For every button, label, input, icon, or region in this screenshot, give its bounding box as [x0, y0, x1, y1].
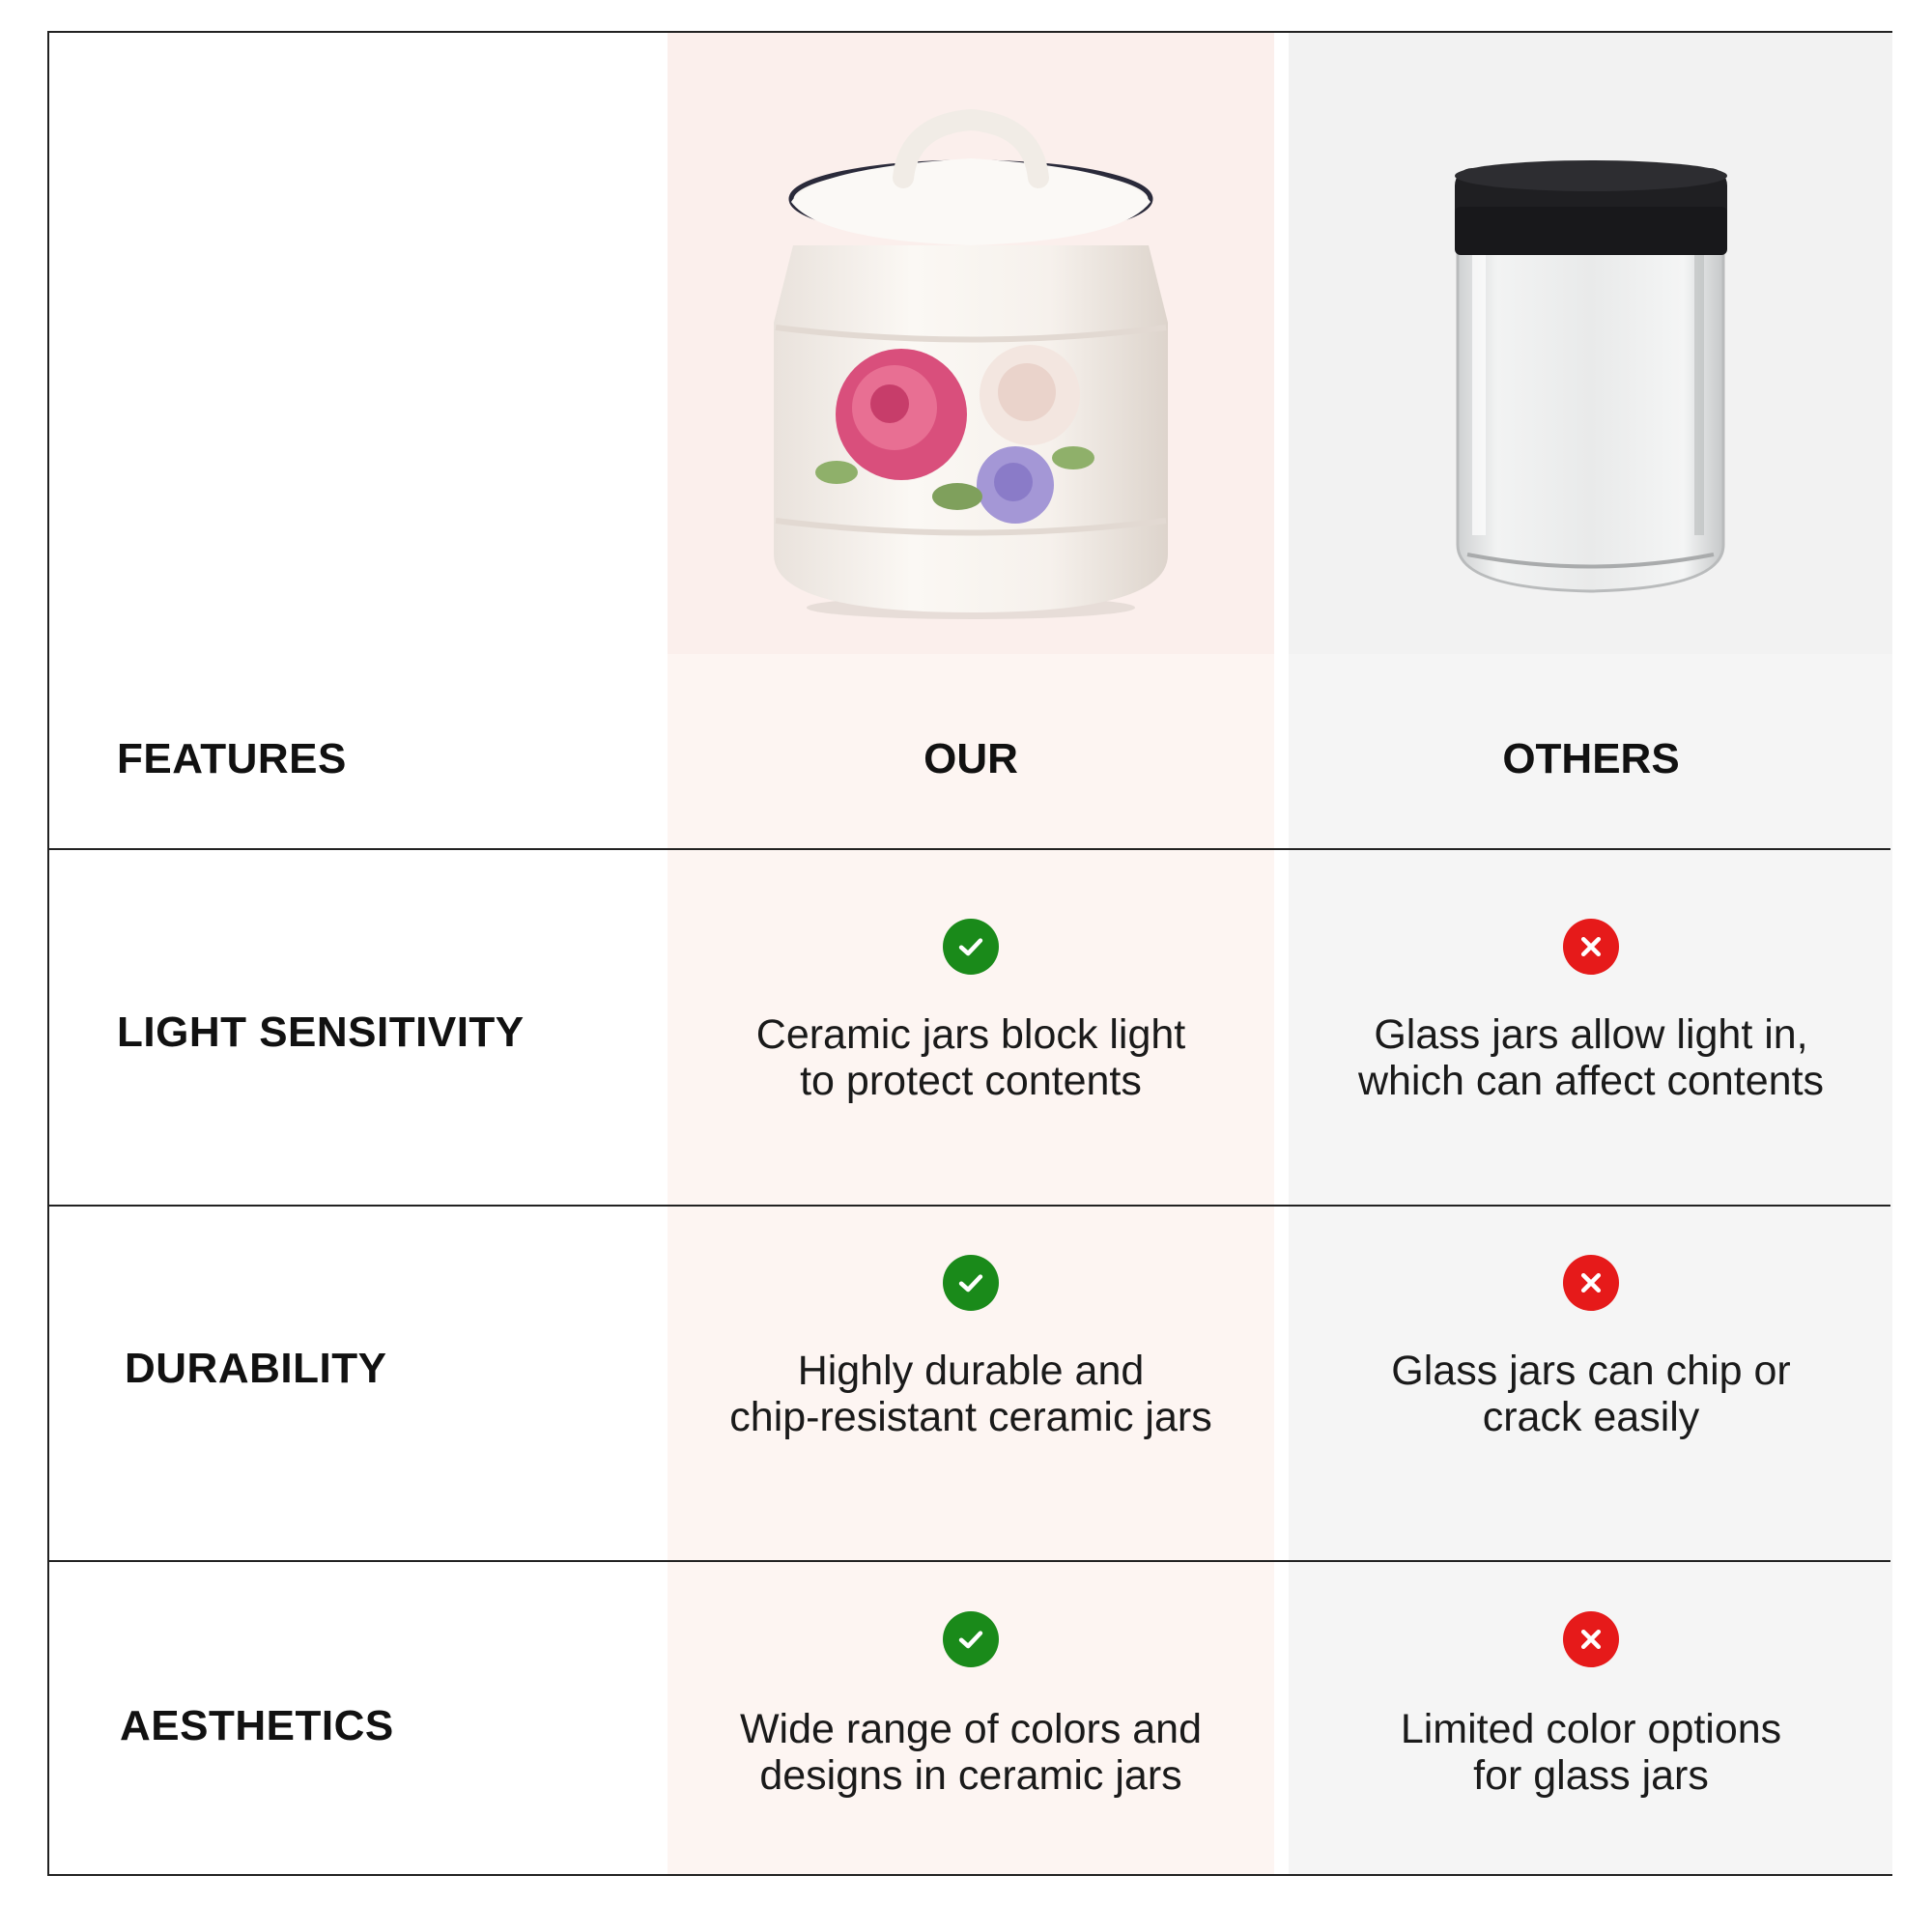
row-divider — [49, 1560, 1890, 1562]
feature-aesthetics: AESTHETICS — [120, 1702, 394, 1749]
feature-durability: DURABILITY — [125, 1345, 387, 1392]
our-light-sensitivity-text: Ceramic jars block light to protect contents — [755, 1011, 1186, 1104]
check-icon — [943, 1611, 999, 1667]
check-icon — [943, 919, 999, 975]
row-divider — [49, 1205, 1890, 1207]
x-icon — [1563, 919, 1619, 975]
others-header: OTHERS — [1502, 735, 1680, 782]
others-durability-text: Glass jars can chip or crack easily — [1391, 1348, 1791, 1440]
others-light-sensitivity-text: Glass jars allow light in, which can affect contents — [1357, 1011, 1825, 1104]
x-icon — [1563, 1611, 1619, 1667]
comparison-table — [47, 31, 1892, 1876]
check-icon — [943, 1255, 999, 1311]
our-header: OUR — [923, 735, 1018, 782]
others-product-image — [1289, 33, 1892, 654]
others-aesthetics-text: Limited color options for glass jars — [1400, 1706, 1782, 1799]
our-durability-text: Highly durable and chip-resistant ceramic jars — [729, 1348, 1212, 1440]
features-header: FEATURES — [117, 735, 347, 782]
row-divider — [49, 848, 1890, 850]
our-aesthetics-text: Wide range of colors and designs in ceramic jars — [739, 1706, 1203, 1799]
ceramic-jar-illustration — [668, 33, 1274, 654]
our-product-image — [668, 33, 1274, 654]
feature-light-sensitivity: LIGHT SENSITIVITY — [117, 1009, 525, 1056]
x-icon — [1563, 1255, 1619, 1311]
glass-jar-illustration — [1289, 33, 1892, 654]
